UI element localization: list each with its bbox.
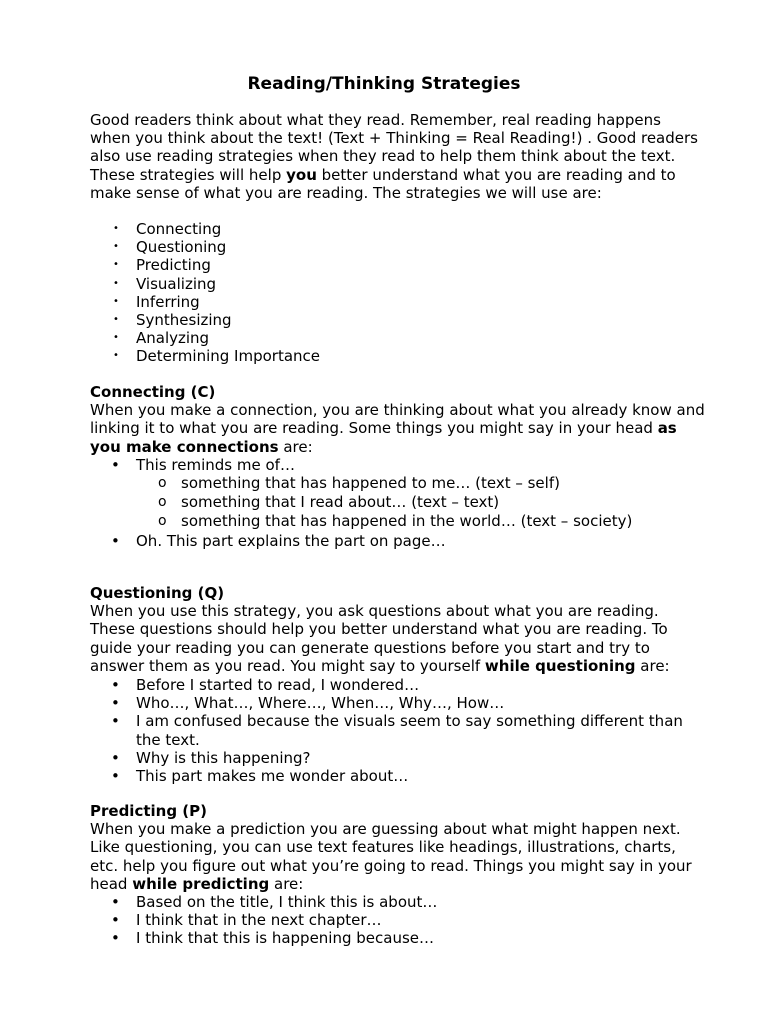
bullet-icon: • — [113, 223, 119, 234]
bullet-icon: • — [111, 455, 120, 474]
list-item: • Determining Importance — [113, 347, 320, 366]
list-item: • Based on the title, I think this is about… — [111, 893, 438, 912]
bullet-icon: • — [111, 929, 120, 948]
bullet-icon: • — [111, 911, 120, 930]
list-item: • I think that this is happening because… — [111, 929, 435, 948]
intro-text-2: better understand what you are reading and to make sense of what you are reading. The strategies we will use are: — [90, 165, 676, 202]
questioning-section — [90, 584, 705, 785]
bullet-icon: • — [113, 259, 119, 271]
list-item: • Who…, What…, Where…, When…, Why…, How… — [111, 694, 505, 713]
section-heading: Connecting (C) — [90, 383, 216, 401]
bullet-icon: • — [113, 332, 119, 344]
bullet-icon: • — [111, 712, 120, 731]
bullet-icon: • — [111, 676, 120, 695]
circle-bullet-icon: o — [158, 494, 167, 511]
list-item: • This part makes me wonder about… — [111, 767, 409, 786]
bullet-icon: • — [113, 241, 119, 253]
section-heading: Questioning (Q) — [90, 584, 225, 602]
bullet-icon: • — [113, 277, 119, 289]
list-item: • Predicting — [113, 256, 211, 275]
list-item: • Inferring — [113, 292, 200, 311]
predicting-section — [90, 802, 705, 948]
list-item: • Synthesizing — [113, 311, 232, 330]
list-item: • Before I started to read, I wondered… — [111, 676, 420, 695]
list-item: • Why is this happening? — [111, 748, 311, 767]
connecting-section — [90, 383, 705, 550]
intro-text-1: Good readers think about what they read. Remember, real reading happens when you think about the text! (Text + Thinking = Real Reading!) . Good readers also use reading strategies when they read to help them think about the text. These strategies will help — [90, 111, 698, 184]
intro-paragraph — [90, 111, 705, 202]
sub-list-item: o something that I read about… (text – text) — [158, 493, 500, 512]
list-item: • Questioning — [113, 238, 227, 257]
bullet-icon: • — [113, 314, 119, 326]
strategy-list — [90, 220, 705, 366]
section-heading: Predicting (P) — [90, 802, 207, 820]
list-item: • Visualizing — [113, 274, 217, 293]
list-item: • Oh. This part explains the part on page… — [111, 531, 446, 550]
bullet-icon: • — [111, 767, 120, 786]
list-item: • I think that in the next chapter… — [111, 911, 382, 930]
list-item: • I am confused because the visuals seem to say something different than the text. — [111, 712, 683, 749]
bullet-icon: • — [113, 350, 119, 362]
section-paragraph: When you make a prediction you are guessing about what might happen next. Like questioning, you can use text features like headings, illustrations, charts, etc. help you figure out what you’re going to read. Things you might say in your head while predicting are: — [90, 820, 692, 893]
list-item: • Analyzing — [113, 329, 210, 348]
bullet-icon: • — [111, 694, 120, 713]
list-item: • Connecting — [113, 220, 222, 238]
bullet-icon: • — [111, 748, 120, 767]
section-paragraph: When you make a connection, you are thinking about what you already know and linking it to what you are reading. Some things you might say in your head as you make connections are: — [90, 401, 705, 456]
section-paragraph: When you use this strategy, you ask questions about what you are reading. These questions should help you better understand what you are reading. To guide your reading you can generate questions before you start and try to answer them as you read. You might say to yourself while questioning are: — [90, 602, 670, 675]
bullet-icon: • — [111, 531, 120, 550]
list-item: • This reminds me of… — [111, 455, 295, 474]
bullet-icon: • — [113, 295, 119, 307]
sub-list-item: o something that has happened in the world… (text – society) — [158, 512, 633, 531]
circle-bullet-icon: o — [158, 513, 167, 530]
bullet-icon: • — [111, 893, 120, 912]
intro-emphasis: you — [286, 165, 317, 184]
circle-bullet-icon: o — [158, 475, 167, 492]
document-title: Reading/Thinking Strategies — [247, 74, 521, 94]
sub-list-item: o something that has happened to me… (text – self) — [158, 474, 560, 493]
